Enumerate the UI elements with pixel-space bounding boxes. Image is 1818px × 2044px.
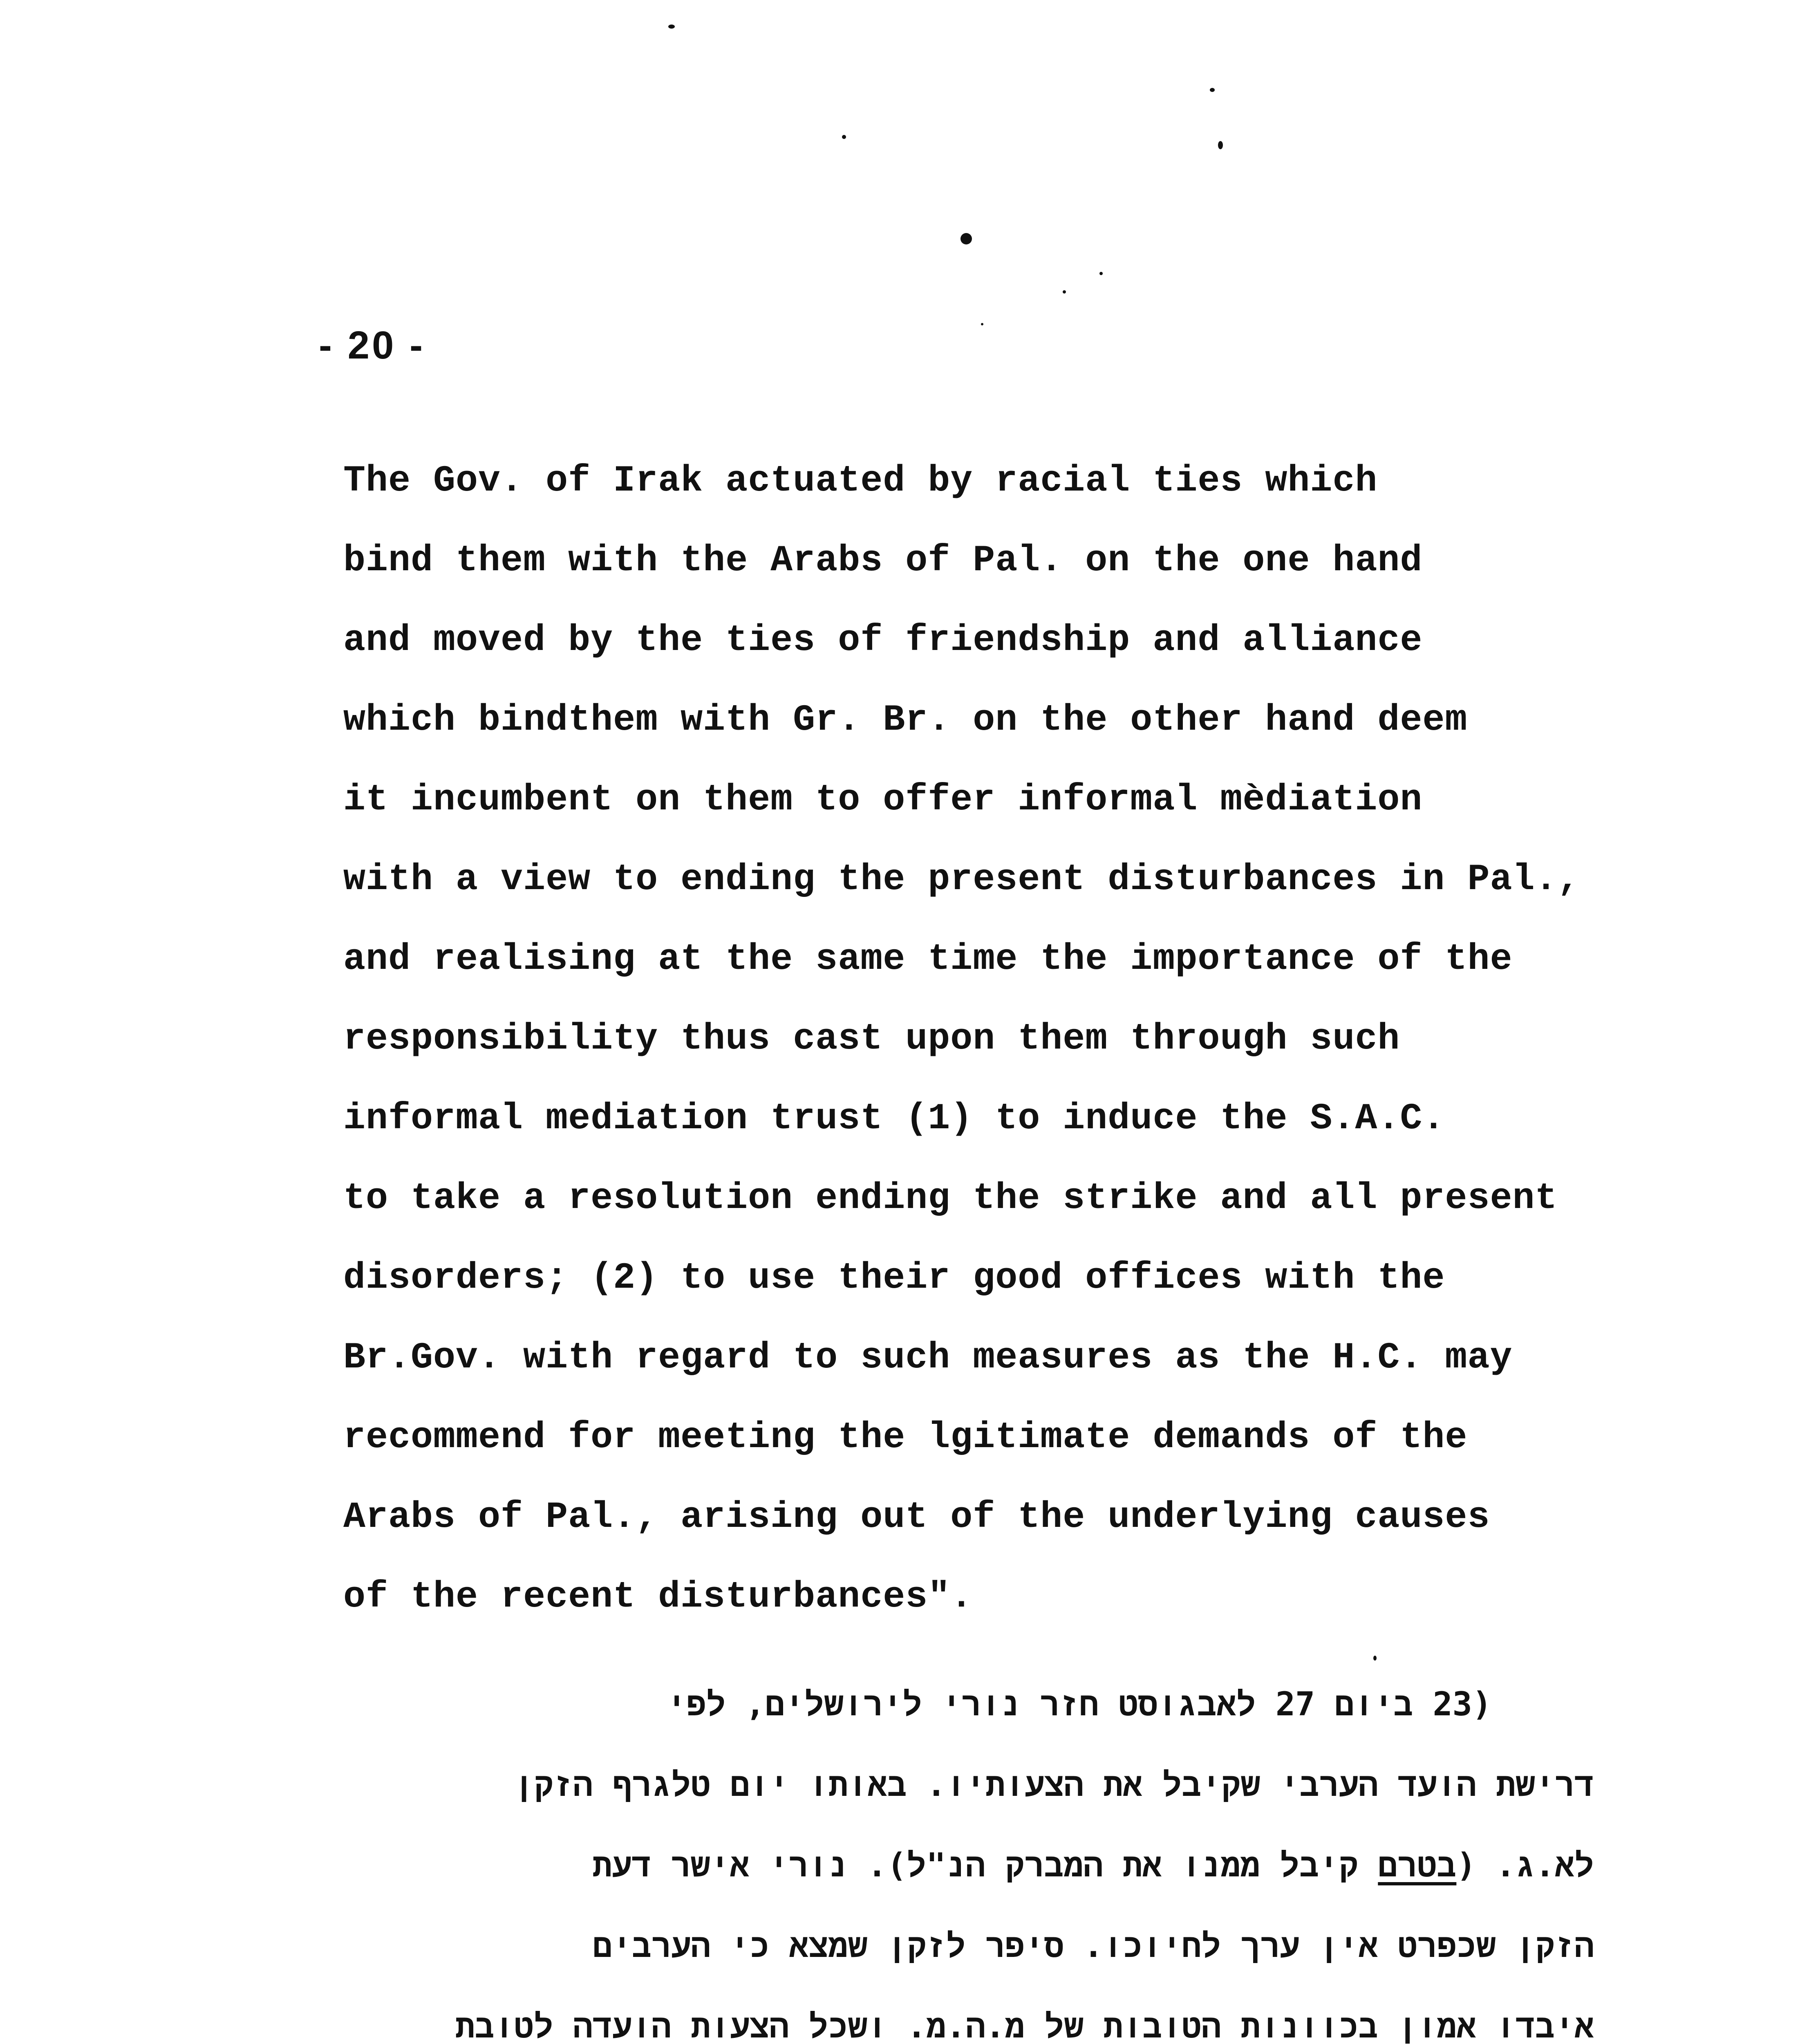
hebrew-text-segment: קיבל ממנו את המברק הנ"ל). נורי אישר דעת <box>592 1846 1378 1884</box>
scan-speck <box>1218 141 1223 149</box>
page-number: - 20 - <box>319 323 425 367</box>
hebrew-line: איבדו אמון בכוונות הטובות של מ.ה.מ. ושכל הצעות הועדה לטובת <box>455 2007 1594 2044</box>
text-line: The Gov. of Irak actuated by racial ties which <box>343 460 1378 502</box>
text-line: of the recent disturbances". <box>343 1576 973 1618</box>
text-line: it incumbent on them to offer informal mèdiation <box>343 779 1423 821</box>
text-line: disorders; (2) to use their good offices with the <box>343 1257 1445 1299</box>
english-paragraph <box>343 442 1651 1637</box>
scan-speck <box>960 233 972 244</box>
text-line: and realising at the same time the importance of the <box>343 939 1513 980</box>
hebrew-line <box>237 1825 1594 1905</box>
scan-speck <box>1210 88 1215 92</box>
hebrew-paragraph <box>237 1664 1594 2044</box>
text-line: Arabs of Pal., arising out of the underlying causes <box>343 1497 1490 1538</box>
text-line: bind them with the Arabs of Pal. on the one hand <box>343 540 1423 582</box>
text-line: recommend for meeting the lgitimate demands of the <box>343 1417 1468 1459</box>
scan-speck <box>668 25 675 29</box>
text-line: and moved by the ties of friendship and alliance <box>343 620 1423 661</box>
hebrew-line: (23 ביום 27 לאבגוסט חזר נורי לירושלים, לפי <box>667 1685 1492 1723</box>
scan-speck <box>1099 272 1103 275</box>
text-line: informal mediation trust (1) to induce the S.A.C. <box>343 1098 1445 1140</box>
scan-speck <box>842 135 846 139</box>
hebrew-line: הזקן שכפרט אין ערך לחיוכו. סיפר לזקן שמצא כי הערבים <box>593 1927 1594 1965</box>
text-line: to take a resolution ending the strike and all present <box>343 1178 1558 1219</box>
scan-speck <box>1373 1656 1377 1661</box>
scan-speck <box>1063 290 1066 294</box>
hebrew-text-segment: לא.ג. ( <box>1456 1846 1594 1884</box>
underlined-word: בטרם <box>1378 1846 1457 1884</box>
hebrew-line: דרישת הועד הערבי שקיבל את הצעותיו. באותו יום טלגרף הזקן <box>514 1766 1594 1804</box>
text-line: Br.Gov. with regard to such measures as the H.C. may <box>343 1337 1513 1379</box>
text-line: with a view to ending the present disturbances in Pal., <box>343 859 1580 901</box>
text-line: responsibility thus cast upon them through such <box>343 1018 1400 1060</box>
scan-speck <box>981 323 983 325</box>
text-line: which bindthem with Gr. Br. on the other hand deem <box>343 699 1468 741</box>
